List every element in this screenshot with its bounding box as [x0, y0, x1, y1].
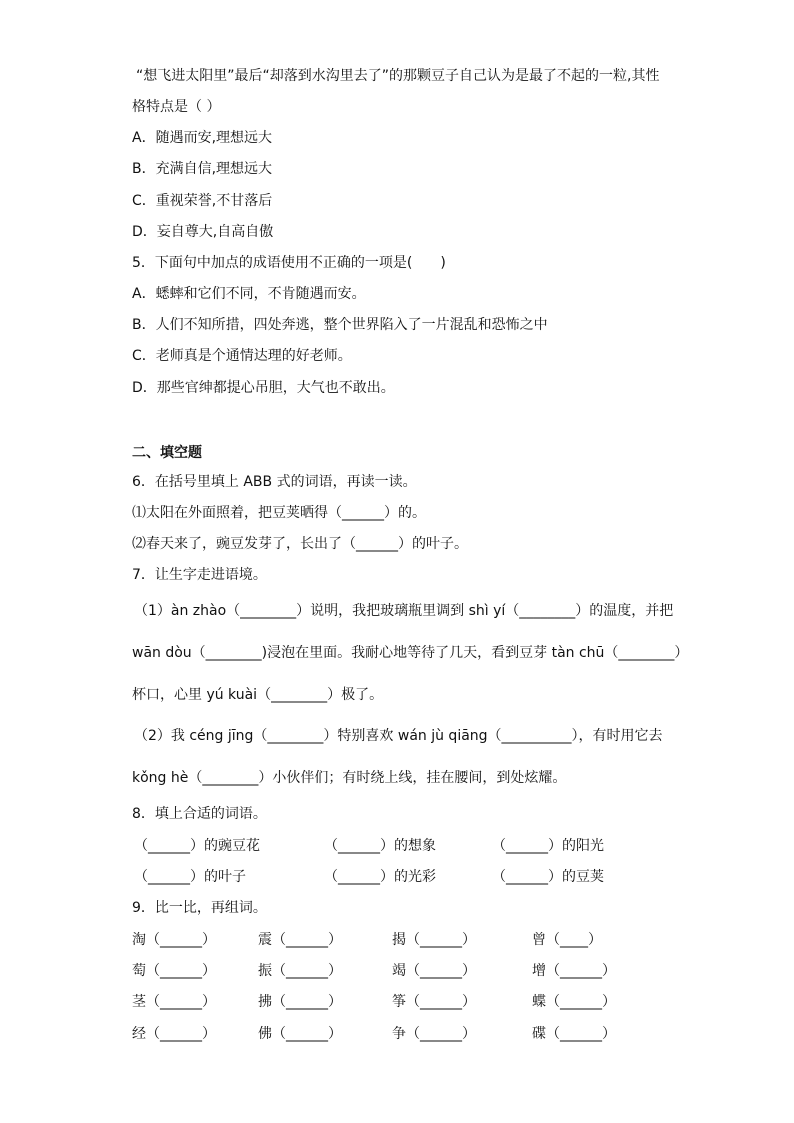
q7-line-2: wān dòu（________)浸泡在里面。我耐心地等待了几天，看到豆芽 tàn chū（________） — [132, 645, 689, 661]
q7-line-1: （1）àn zhào（________）说明，我把玻璃瓶里调到 shì yí（________）的温度，并把 — [134, 603, 674, 619]
q9-word-pair: 振（______） — [258, 963, 342, 979]
q4-option-c: C．重视荣誉,不甘落后 — [132, 193, 273, 209]
q9-word-pair: 经（______） — [132, 1026, 216, 1042]
q7-stem: 7．让生字走进语境。 — [132, 567, 267, 583]
q4-option-a: A．随遇而安,理想远大 — [132, 130, 273, 146]
q4-stem-line1: “想飞进太阳里”最后“却落到水沟里去了”的那颗豆子自己认为是最了不起的一粒,其性 — [136, 68, 660, 84]
q4-option-d: D．妄自尊大,自高自傲 — [132, 224, 274, 240]
q8-blank: （______）的豌豆花 — [134, 838, 260, 854]
q5-option-b: B．人们不知所措，四处奔逃，整个世界陷入了一片混乱和恐怖之中 — [132, 317, 548, 333]
q7-line-3: 杯口，心里 yú kuài（________）极了。 — [132, 687, 384, 703]
q9-word-pair: 碟（______） — [532, 1026, 616, 1042]
q5-option-d: D．那些官绅都提心吊胆，大气也不敢出。 — [132, 380, 395, 396]
q9-word-pair: 茎（______） — [132, 994, 216, 1010]
q9-word-pair: 筝（______） — [392, 994, 476, 1010]
q5-stem: 5．下面句中加点的成语使用不正确的一项是( ) — [132, 255, 446, 271]
q9-word-pair: 争（______） — [392, 1026, 476, 1042]
q9-word-pair: 揭（______） — [392, 932, 476, 948]
q9-word-pair: 曾（____） — [532, 932, 602, 948]
q8-blank: （______）的豆荚 — [492, 869, 604, 885]
q9-word-pair: 萄（______） — [132, 963, 216, 979]
q9-word-pair: 竭（______） — [392, 963, 476, 979]
q8-blank: （______）的想象 — [324, 838, 436, 854]
q8-blank: （______）的光彩 — [324, 869, 436, 885]
q4-option-b: B．充满自信,理想远大 — [132, 161, 273, 177]
q8-blank: （______）的叶子 — [134, 869, 246, 885]
q9-word-pair: 增（______） — [532, 963, 616, 979]
q8-blank: （______）的阳光 — [492, 838, 604, 854]
q5-option-a: A．蟋蟀和它们不同，不肯随遇而安。 — [132, 286, 366, 302]
q6-stem: 6．在括号里填上 ABB 式的词语，再读一读。 — [132, 474, 417, 490]
q7-line-5: kǒng hè（________）小伙伴们；有时绕上线，挂在腰间，到处炫耀。 — [132, 770, 567, 786]
q9-word-pair: 震（______） — [258, 932, 342, 948]
q6-item-2: ⑵春天来了，豌豆发芽了，长出了（______）的叶子。 — [132, 536, 468, 552]
q9-word-pair: 蝶（______） — [532, 994, 616, 1010]
q5-option-c: C．老师真是个通情达理的好老师。 — [132, 348, 352, 364]
q7-line-4: （2）我 céng jīng（________）特别喜欢 wán jù qiāng（__________），有时用它去 — [134, 728, 663, 744]
q9-stem: 9．比一比，再组词。 — [132, 900, 267, 916]
q6-item-1: ⑴太阳在外面照着，把豆荚晒得（______）的。 — [132, 505, 426, 521]
q9-word-pair: 拂（______） — [258, 994, 342, 1010]
q4-stem-line2: 格特点是（ ） — [132, 99, 221, 115]
section-title-fill-in: 二、填空题 — [132, 445, 202, 461]
q9-word-pair: 佛（______） — [258, 1026, 342, 1042]
q8-stem: 8．填上合适的词语。 — [132, 806, 267, 822]
q9-word-pair: 淘（______） — [132, 932, 216, 948]
